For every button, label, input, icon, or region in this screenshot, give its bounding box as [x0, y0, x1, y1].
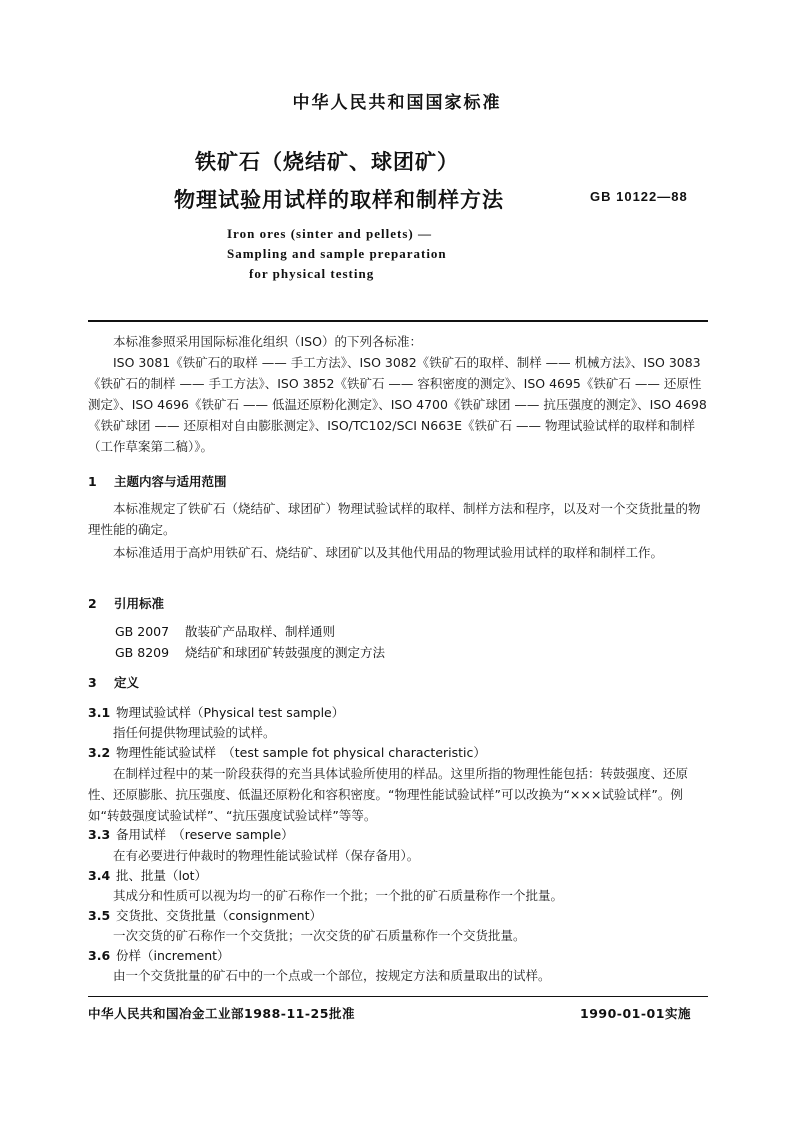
title-chinese-line1: 铁矿石（烧结矿、球团矿）	[195, 150, 459, 174]
term-heading	[88, 703, 344, 721]
bottom-divider	[88, 996, 708, 997]
approval-statement: 中华人民共和国冶金工业部1988-11-25批准	[88, 1006, 355, 1021]
term-number: 3.4	[88, 868, 111, 883]
reference-item	[115, 622, 335, 640]
section-title: 引用标准	[114, 596, 165, 611]
term-definition: 在有必要进行仲裁时的物理性能试验试样（保存备用）。	[113, 848, 420, 863]
term-name: 备用试样 （reserve sample）	[116, 827, 294, 842]
preface-iso-list: ISO 3081《铁矿石的取样 —— 手工方法》、ISO 3082《铁矿石的取样、制样 —— 机械方法》、ISO 3083《铁矿石的制样 —— 手工方法》、ISO 3852《铁矿石 —— 容积密度的测定》、ISO 4695《铁矿石 —— 还原性测定》、ISO 4696《铁矿石 —— 低温还原粉化测定》、ISO 4700《铁矿球团 —— 抗压强度的测定》、ISO 4698《铁矿球团 —— 还原相对自由膨胀测定》、ISO/TC102/SCI N663E《铁矿石 —— 物理试验试样的取样和制样（工作草案第二稿）》。	[88, 355, 707, 454]
implementation-date: 1990-01-01实施	[580, 1006, 691, 1021]
preface-intro: 本标准参照采用国际标准化组织（ISO）的下列各标准：	[113, 334, 422, 349]
section-number: 3	[88, 675, 97, 690]
title-english-line3: for physical testing	[249, 266, 375, 281]
term-name: 物理试验试样（Physical test sample）	[116, 705, 345, 720]
reference-name: 散装矿产品取样、制样通则	[185, 624, 336, 639]
reference-item	[115, 643, 385, 661]
top-divider	[88, 320, 708, 322]
section-1-paragraph-2: 本标准适用于高炉用铁矿石、烧结矿、球团矿以及其他代用品的物理试验用试样的取样和制样工作。	[113, 545, 664, 560]
term-number: 3.1	[88, 705, 111, 720]
term-heading	[88, 825, 294, 843]
section-1-heading	[88, 472, 227, 490]
national-standard-header: 中华人民共和国国家标准	[292, 93, 502, 113]
term-heading	[88, 946, 230, 964]
title-chinese-line2: 物理试验用试样的取样和制样方法	[174, 188, 504, 212]
term-definition: 一次交货的矿石称作一个交货批；一次交货的矿石质量称作一个交货批量。	[113, 928, 526, 943]
section-2-heading	[88, 594, 164, 612]
term-heading	[88, 906, 322, 924]
term-number: 3.6	[88, 948, 111, 963]
section-title: 主题内容与适用范围	[114, 474, 227, 489]
term-definition: 在制样过程中的某一阶段获得的充当具体试验所使用的样品。这里所指的物理性能包括：转鼓强度、还原性、还原膨胀、抗压强度、低温还原粉化和容积密度。“物理性能试验试样”可以改换为“×××试验试样”。例如“转鼓强度试验试样”、“抗压强度试验试样”等等。	[88, 766, 689, 823]
section-3-heading	[88, 673, 139, 691]
term-definition: 指任何提供物理试验的试样。	[113, 725, 276, 740]
reference-code: GB 8209	[115, 645, 170, 660]
term-definition: 其成分和性质可以视为均一的矿石称作一个批；一个批的矿石质量称作一个批量。	[113, 888, 564, 903]
section-1-paragraph-1: 本标准规定了铁矿石（烧结矿、球团矿）物理试验试样的取样、制样方法和程序，以及对一个交货批量的物理性能的确定。	[88, 501, 701, 537]
term-name: 物理性能试验试样 （test sample fot physical characteristic）	[116, 745, 486, 760]
section-number: 2	[88, 596, 97, 611]
term-number: 3.5	[88, 908, 111, 923]
title-english-line2: Sampling and sample preparation	[227, 246, 447, 261]
term-name: 份样（increment）	[116, 948, 230, 963]
section-title: 定义	[114, 675, 140, 690]
reference-code: GB 2007	[115, 624, 170, 639]
term-definition: 由一个交货批量的矿石中的一个点或一个部位，按规定方法和质量取出的试样。	[113, 968, 551, 983]
term-number: 3.3	[88, 827, 111, 842]
term-number: 3.2	[88, 745, 111, 760]
term-heading	[88, 866, 207, 884]
term-name: 批、批量（lot）	[116, 868, 208, 883]
reference-name: 烧结矿和球团矿转鼓强度的测定方法	[185, 645, 386, 660]
term-name: 交货批、交货批量（consignment）	[116, 908, 322, 923]
standard-number: GB 10122—88	[590, 189, 688, 204]
section-number: 1	[88, 474, 97, 489]
term-heading	[88, 743, 486, 761]
title-english-line1: Iron ores (sinter and pellets) —	[227, 226, 432, 241]
